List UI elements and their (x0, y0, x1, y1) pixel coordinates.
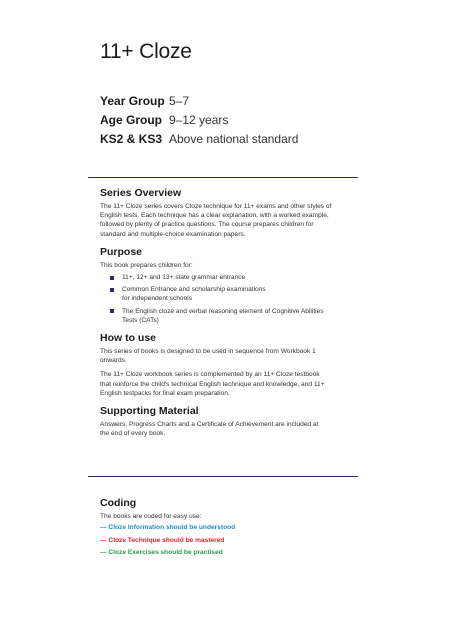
list-item (100, 273, 362, 282)
code-line-technique: — Cloze Technique should be mastered (100, 536, 225, 544)
section-heading: Supporting Material (100, 405, 199, 418)
how-to-use-line: This series of books is designed to be used in sequence from Workbook 1 (100, 348, 316, 356)
meta-key: Year Group (100, 93, 165, 108)
coding-intro: The books are coded for easy use: (100, 513, 202, 520)
list-item-line: The English cloze and verbal reasoning element of Cognitive Abilities (122, 307, 324, 315)
divider-top (88, 177, 358, 178)
coding-section (100, 497, 362, 559)
square-bullet-icon (110, 276, 114, 280)
section-heading: How to use (100, 332, 157, 345)
list-item-line: for independent schools (122, 295, 193, 303)
meta-row-age-group (100, 110, 298, 129)
meta-value: 5–7 (169, 93, 190, 108)
list-item (100, 307, 362, 325)
supporting-material-line: the end of every book. (100, 430, 166, 438)
section-heading: Series Overview (100, 187, 182, 199)
list-item (100, 285, 362, 303)
code-line-information: — Cloze Information should be understood (100, 524, 236, 532)
series-overview-line: followed by plenty of practice questions. The course prepares children for (100, 221, 314, 229)
series-overview-line: The 11+ Cloze series covers Cloze technique for 11+ exams and other styles of (100, 203, 332, 210)
book-meta (100, 91, 298, 148)
how-to-use-line: onwards. (100, 357, 127, 365)
series-overview-line: English tests. Each technique has a clear explanation, with a worked example, (100, 212, 329, 220)
book-title: 11+ Cloze (100, 40, 192, 63)
square-bullet-icon (110, 309, 114, 313)
meta-value: 9–12 years (169, 112, 229, 127)
how-to-use-line: that reinforce the child's technical English technique and knowledge, and 11+ (100, 380, 325, 388)
section-heading: Coding (100, 497, 137, 509)
description-content (100, 187, 362, 445)
how-to-use-line: The 11+ Cloze workbook series is complemented by an 11+ Cloze testbook (100, 371, 320, 379)
list-item-line: 11+, 12+ and 13+ state grammar entrance (122, 274, 246, 282)
list-item-line: Common Entrance and scholarship examinations (122, 286, 266, 294)
how-to-use-line: English testpacks for final exam preparation. (100, 389, 230, 397)
meta-value: Above national standard (169, 131, 299, 146)
divider-bottom (88, 476, 358, 477)
supporting-material-line: Answers, Progress Charts and a Certificate of Achievement are included at (100, 421, 319, 429)
series-overview-line: standard and multiple-choice examination papers. (100, 230, 246, 238)
supporting-material-section (100, 405, 362, 438)
how-to-use-section (100, 332, 362, 398)
purpose-list (100, 273, 362, 325)
purpose-intro: This book prepares children for: (100, 261, 193, 269)
meta-key: Age Group (100, 112, 162, 127)
meta-row-key-stage (100, 129, 298, 148)
meta-row-year-group (100, 91, 298, 110)
section-heading: Purpose (100, 245, 143, 258)
series-overview-section (100, 187, 362, 239)
purpose-section (100, 246, 362, 325)
square-bullet-icon (110, 288, 114, 292)
code-line-exercises: — Cloze Exercises should be practised (100, 548, 223, 556)
list-item-line: Tests (CATs) (122, 316, 159, 324)
meta-key: KS2 & KS3 (100, 131, 163, 146)
